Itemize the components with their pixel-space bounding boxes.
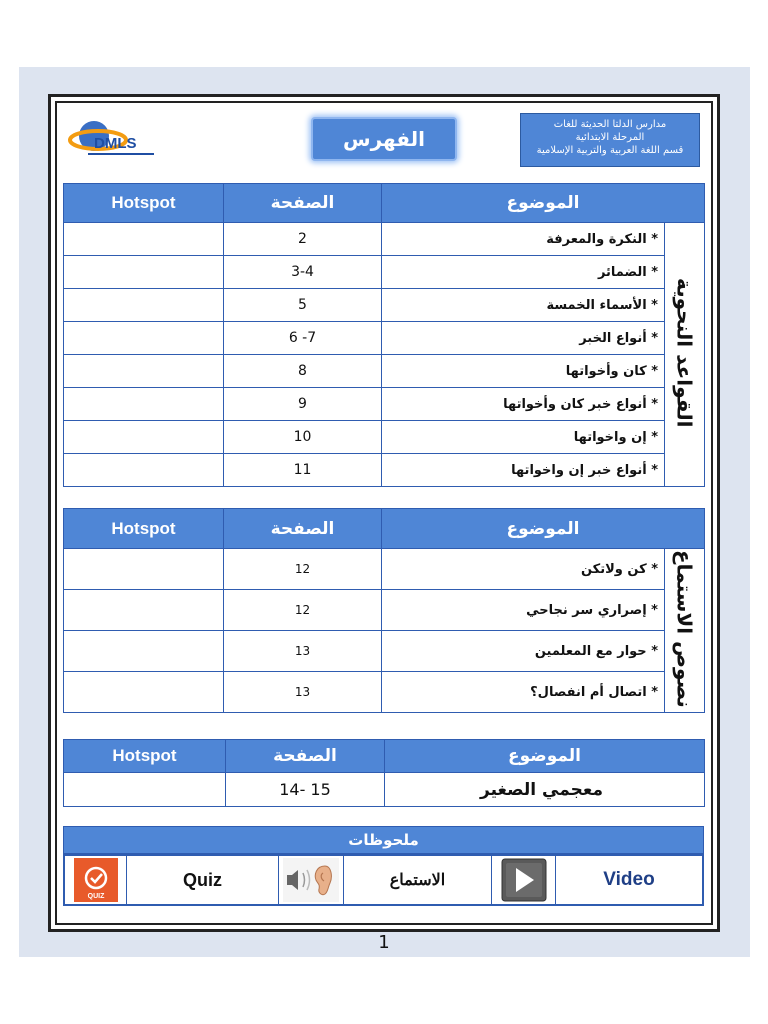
topic-cell: * أنواع خبر إن واخواتها xyxy=(382,454,665,487)
notes-header xyxy=(63,826,704,854)
video-label-cell xyxy=(556,856,702,904)
listening-label-cell xyxy=(344,856,492,904)
grammar-index-table xyxy=(63,183,705,487)
page-cell: 3-4 xyxy=(224,256,382,289)
quiz-icon xyxy=(74,858,118,902)
topic-cell: * كن ولاتكن xyxy=(382,549,665,590)
dictionary-index-table xyxy=(63,739,705,807)
hotspot-cell[interactable] xyxy=(64,590,224,631)
page-cell: 9 xyxy=(224,388,382,421)
topic-cell: * حوار مع المعلمين xyxy=(382,631,665,672)
section-label-listening: نصوص الاستماع xyxy=(665,549,705,713)
listening-index-table xyxy=(63,508,705,713)
topic-cell: * اتصال أم انفصال؟ xyxy=(382,672,665,713)
table-row xyxy=(64,631,705,672)
page-title-text: الفهرس xyxy=(342,127,425,151)
hotspot-cell[interactable] xyxy=(64,355,224,388)
topic-cell: * أنواع خبر كان وأخواتها xyxy=(382,388,665,421)
quiz-icon-cell[interactable] xyxy=(65,856,127,904)
table-row xyxy=(64,223,705,256)
table-row xyxy=(64,773,705,807)
page-cell: 5 xyxy=(224,289,382,322)
school-stage: المرحلة الابتدائية xyxy=(575,132,645,143)
hotspot-header: Hotspot xyxy=(64,740,226,773)
notes-title: ملحوظات xyxy=(348,831,419,849)
topic-cell: * إصراري سر نجاحي xyxy=(382,590,665,631)
page-header: الصفحة xyxy=(226,740,385,773)
page-cell: 11 xyxy=(224,454,382,487)
page-cell: 14- 15 xyxy=(226,773,385,807)
topic-cell: * الأسماء الخمسة xyxy=(382,289,665,322)
hotspot-cell[interactable] xyxy=(64,672,224,713)
topic-cell: * إن واخواتها xyxy=(382,421,665,454)
table-row xyxy=(64,421,705,454)
video-label: Video xyxy=(603,869,655,890)
topic-header: الموضوع xyxy=(382,184,705,223)
hotspot-cell[interactable] xyxy=(64,223,224,256)
hotspot-cell[interactable] xyxy=(64,631,224,672)
listening-label: الاستماع xyxy=(389,872,446,889)
hotspot-header: Hotspot xyxy=(64,509,224,549)
page-cell: 12 xyxy=(224,590,382,631)
section-label-grammar: القواعد النحوية xyxy=(665,223,705,487)
hotspot-cell[interactable] xyxy=(64,549,224,590)
ear-audio-icon xyxy=(283,858,339,902)
page-header: الصفحة xyxy=(224,184,382,223)
table-row xyxy=(64,322,705,355)
school-name: مدارس الدلتا الحديثة للغات xyxy=(553,119,667,130)
page-title xyxy=(311,117,457,161)
page-cell: 8 xyxy=(224,355,382,388)
hotspot-cell[interactable] xyxy=(64,421,224,454)
quiz-label-cell xyxy=(127,856,279,904)
hotspot-cell[interactable] xyxy=(64,388,224,421)
hotspot-cell[interactable] xyxy=(64,454,224,487)
table-row xyxy=(64,549,705,590)
page-cell: 10 xyxy=(224,421,382,454)
topic-header: الموضوع xyxy=(382,509,705,549)
page-cell: 13 xyxy=(224,631,382,672)
page-number: 1 xyxy=(378,932,390,953)
table-row xyxy=(64,256,705,289)
topic-cell: معجمي الصغير xyxy=(385,773,705,807)
logo-text: DMLS xyxy=(94,135,137,152)
table-row xyxy=(64,388,705,421)
play-video-icon xyxy=(501,858,547,902)
table-row xyxy=(64,672,705,713)
quiz-label: Quiz xyxy=(183,869,222,890)
listening-icon-cell[interactable] xyxy=(279,856,344,904)
table-row xyxy=(64,454,705,487)
table-row xyxy=(64,289,705,322)
video-icon-cell[interactable] xyxy=(492,856,556,904)
topic-cell: * الضمائر xyxy=(382,256,665,289)
page-cell: 13 xyxy=(224,672,382,713)
topic-cell: * أنواع الخبر xyxy=(382,322,665,355)
topic-cell: * النكرة والمعرفة xyxy=(382,223,665,256)
notes-legend-row xyxy=(63,854,704,906)
page-cell: 6 -7 xyxy=(224,322,382,355)
hotspot-header: Hotspot xyxy=(64,184,224,223)
table-row xyxy=(64,590,705,631)
page-cell: 12 xyxy=(224,549,382,590)
topic-header: الموضوع xyxy=(385,740,705,773)
page-cell: 2 xyxy=(224,223,382,256)
page-header: الصفحة xyxy=(224,509,382,549)
school-department: قسم اللغة العربية والتربية الإسلامية xyxy=(536,145,684,156)
hotspot-cell[interactable] xyxy=(64,256,224,289)
dmls-logo xyxy=(68,116,160,160)
hotspot-cell[interactable] xyxy=(64,322,224,355)
topic-cell: * كان وأخواتها xyxy=(382,355,665,388)
table-row xyxy=(64,355,705,388)
hotspot-cell[interactable] xyxy=(64,773,226,807)
hotspot-cell[interactable] xyxy=(64,289,224,322)
school-info-box xyxy=(520,113,700,167)
svg-text:QUIZ: QUIZ xyxy=(87,893,104,900)
